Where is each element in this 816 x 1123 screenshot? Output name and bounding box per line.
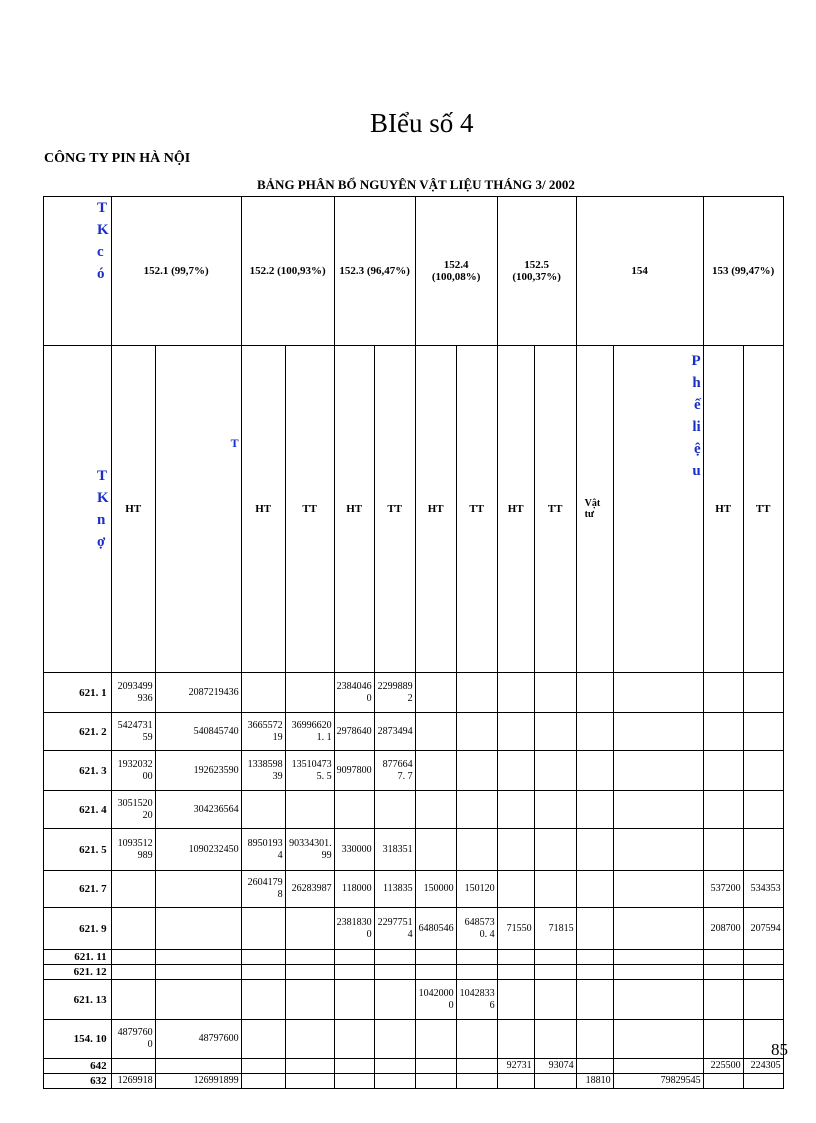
table-cell [415,791,456,829]
table-cell [155,871,241,908]
table-cell [576,713,613,751]
table-cell [374,1074,415,1089]
table-cell: 540845740 [155,713,241,751]
header-phe-lieu [613,346,703,673]
table-cell: 118000 [334,871,374,908]
table-cell [155,908,241,950]
row-label: 632 [44,1074,112,1089]
table-cell [155,965,241,980]
table-row [44,1059,784,1074]
table-cell [111,1059,155,1074]
row-label: 621. 9 [44,908,112,950]
table-cell [456,751,497,791]
table-cell [613,829,703,871]
table-cell [155,950,241,965]
table-cell: 207594 [743,908,783,950]
table-cell [334,980,374,1020]
table-cell [334,1059,374,1074]
table-cell [743,713,783,751]
table-cell [703,791,743,829]
table-cell [576,1059,613,1074]
table-cell [155,980,241,1020]
row-label: 621. 4 [44,791,112,829]
table-cell [534,829,576,871]
table-cell [497,1074,534,1089]
table-cell [415,713,456,751]
table-cell [415,1074,456,1089]
table-cell [613,713,703,751]
table-cell [743,1074,783,1089]
table-cell [374,791,415,829]
table-cell [497,871,534,908]
table-cell [285,1020,334,1059]
table-cell: 6480546 [415,908,456,950]
table-cell: 2978640 [334,713,374,751]
table-cell: 305152020 [111,791,155,829]
table-cell [374,950,415,965]
table-cell [415,673,456,713]
table-cell [415,751,456,791]
table-cell [111,965,155,980]
header-group-152-4: 152.4 (100,08%) [415,197,497,346]
header-ht: HT [334,346,374,673]
table-cell [456,791,497,829]
table-cell [497,713,534,751]
header-group-152-2: 152.2 (100,93%) [241,197,334,346]
header-tt: TT [374,346,415,673]
table-cell [456,1020,497,1059]
table-cell [534,980,576,1020]
table-cell: 89501934 [241,829,285,871]
table-cell: 92731 [497,1059,534,1074]
row-label: 154. 10 [44,1020,112,1059]
table-cell [534,965,576,980]
table-cell [374,980,415,1020]
table-cell [613,908,703,950]
table-cell: 1090232450 [155,829,241,871]
table-cell [155,1059,241,1074]
table-cell: 534353 [743,871,783,908]
table-cell [703,713,743,751]
table-cell: 150000 [415,871,456,908]
table-cell [415,1059,456,1074]
table-cell [285,950,334,965]
table-cell: 208700 [703,908,743,950]
table-cell: 22998892 [374,673,415,713]
table-cell [285,1059,334,1074]
table-cell [703,1074,743,1089]
table-cell: 135104735. 5 [285,751,334,791]
header-tt: TT [456,346,497,673]
table-cell [576,965,613,980]
table-cell [703,1020,743,1059]
table-cell [456,965,497,980]
table-cell: 71815 [534,908,576,950]
company-name: CÔNG TY PIN HÀ NỘI [44,151,191,166]
table-cell: 537200 [703,871,743,908]
table-cell [703,980,743,1020]
header-phe-lieu-text: Phế liệu [691,353,701,479]
header-ht: HT [241,346,285,673]
header-ht: HT [703,346,743,673]
table-cell: 48797600 [155,1020,241,1059]
table-cell [334,950,374,965]
table-cell [743,673,783,713]
row-label: 621. 3 [44,751,112,791]
table-cell [576,950,613,965]
table-cell: 224305 [743,1059,783,1074]
table-cell [703,673,743,713]
table-row [44,713,784,751]
table-cell: 10428336 [456,980,497,1020]
row-label: 621. 1 [44,673,112,713]
header-tt: TT [743,346,783,673]
table-cell [285,965,334,980]
table-cell: 18810 [576,1074,613,1089]
header-tk-no: TK nợ [44,346,112,673]
table-cell [497,965,534,980]
table-cell [576,908,613,950]
table-cell [534,1020,576,1059]
table-cell: 366557219 [241,713,285,751]
table-cell: 113835 [374,871,415,908]
table-cell [613,1020,703,1059]
table-cell [285,1074,334,1089]
table-cell [415,965,456,980]
header-vat-tu: Vật tư [576,346,613,673]
table-row [44,751,784,791]
row-label: 621. 5 [44,829,112,871]
table-cell [743,965,783,980]
header-tt: TT [534,346,576,673]
table-cell [374,1020,415,1059]
header-ht: HT [497,346,534,673]
table-cell [613,980,703,1020]
table-cell [703,751,743,791]
table-row [44,673,784,713]
table-cell [374,965,415,980]
table-cell [285,791,334,829]
table-cell: 26041798 [241,871,285,908]
table-cell [534,950,576,965]
table-cell: 79829545 [613,1074,703,1089]
table-cell [534,871,576,908]
table-cell [497,751,534,791]
table-title: BẢNG PHÂN BỔ NGUYÊN VẬT LIỆU THÁNG 3/ 2002 [257,177,575,192]
table-cell [456,829,497,871]
table-cell [334,1074,374,1089]
table-cell [703,950,743,965]
table-cell [497,950,534,965]
table-cell [111,871,155,908]
table-cell: 1269918 [111,1074,155,1089]
table-cell [497,1020,534,1059]
header-ht: HT [415,346,456,673]
table-cell: 193203200 [111,751,155,791]
table-cell [576,829,613,871]
table-cell: 26283987 [285,871,334,908]
table-cell [241,950,285,965]
table-cell: 23840460 [334,673,374,713]
table-cell [111,908,155,950]
table-cell [241,965,285,980]
row-label: 642 [44,1059,112,1074]
table-cell [703,829,743,871]
table-cell: 90334301.99 [285,829,334,871]
table-cell [334,1020,374,1059]
table-cell [613,871,703,908]
table-row [44,950,784,965]
table-cell [497,673,534,713]
table-cell [285,980,334,1020]
table-cell [534,751,576,791]
page-number: 85 [771,1040,788,1059]
header-tk-co: TK có [44,197,112,346]
table-cell [456,673,497,713]
header-tt-partial: T [155,346,241,673]
header-tt: TT [285,346,334,673]
table-cell [334,791,374,829]
header-ht: HT [111,346,155,673]
table-cell [576,673,613,713]
table-cell [497,980,534,1020]
table-cell: 22977514 [374,908,415,950]
table-cell [241,1074,285,1089]
table-cell [534,791,576,829]
table-cell: 10420000 [415,980,456,1020]
table-cell [613,950,703,965]
table-cell [743,829,783,871]
table-cell: 318351 [374,829,415,871]
table-cell: 2873494 [374,713,415,751]
table-cell [576,871,613,908]
table-cell: 93074 [534,1059,576,1074]
table-cell [613,673,703,713]
table-row [44,1020,784,1059]
table-cell: 542473159 [111,713,155,751]
table-cell [534,713,576,751]
allocation-table [43,196,784,1089]
table-cell [613,751,703,791]
row-label: 621. 2 [44,713,112,751]
header-group-152-5: 152.5 (100,37%) [497,197,576,346]
table-cell [334,965,374,980]
table-cell: 304236564 [155,791,241,829]
row-label: 621. 7 [44,871,112,908]
table-cell: 2093499936 [111,673,155,713]
table-cell: 48797600 [111,1020,155,1059]
table-cell: 71550 [497,908,534,950]
table-row [44,980,784,1020]
table-cell [241,908,285,950]
table-row [44,871,784,908]
table-cell [497,791,534,829]
table-cell [576,751,613,791]
table-cell [743,950,783,965]
header-group-152-3: 152.3 (96,47%) [334,197,415,346]
table-cell [743,751,783,791]
header-group-154: 154 [576,197,703,346]
table-cell [111,980,155,1020]
table-cell [456,950,497,965]
table-cell [241,1059,285,1074]
table-cell: 126991899 [155,1074,241,1089]
table-cell [703,965,743,980]
header-group-152-1: 152.1 (99,7%) [111,197,241,346]
header-group-153: 153 (99,47%) [703,197,783,346]
table-cell [415,1020,456,1059]
table-cell: 330000 [334,829,374,871]
table-cell: 2087219436 [155,673,241,713]
table-cell [374,1059,415,1074]
table-cell [111,950,155,965]
row-label: 621. 11 [44,950,112,965]
page-title: BIểu số 4 [370,108,474,138]
table-cell: 23818300 [334,908,374,950]
table-cell [576,980,613,1020]
table-cell [285,908,334,950]
table-cell: 369966201. 1 [285,713,334,751]
table-cell [241,980,285,1020]
table-cell [415,950,456,965]
table-row [44,829,784,871]
table-cell [456,1074,497,1089]
table-row [44,1074,784,1089]
table-cell [415,829,456,871]
table-cell [497,829,534,871]
table-cell: 150120 [456,871,497,908]
table-cell: 192623590 [155,751,241,791]
table-cell [576,791,613,829]
table-cell [241,791,285,829]
table-cell [743,980,783,1020]
table-cell [576,1020,613,1059]
row-label: 621. 13 [44,980,112,1020]
table-row [44,791,784,829]
row-label: 621. 12 [44,965,112,980]
table-cell [743,791,783,829]
table-cell: 9097800 [334,751,374,791]
table-cell [613,1059,703,1074]
table-cell [613,965,703,980]
table-cell: 648573 0. 4 [456,908,497,950]
table-cell [534,1074,576,1089]
table-cell [613,791,703,829]
table-cell [241,1020,285,1059]
table-cell [534,673,576,713]
table-cell: 1093512989 [111,829,155,871]
table-cell: 8776647. 7 [374,751,415,791]
table-cell [285,673,334,713]
table-cell [241,673,285,713]
table-cell [456,713,497,751]
table-cell: 225500 [703,1059,743,1074]
table-cell [456,1059,497,1074]
table-cell: 133859839 [241,751,285,791]
table-row [44,908,784,950]
table-row [44,965,784,980]
